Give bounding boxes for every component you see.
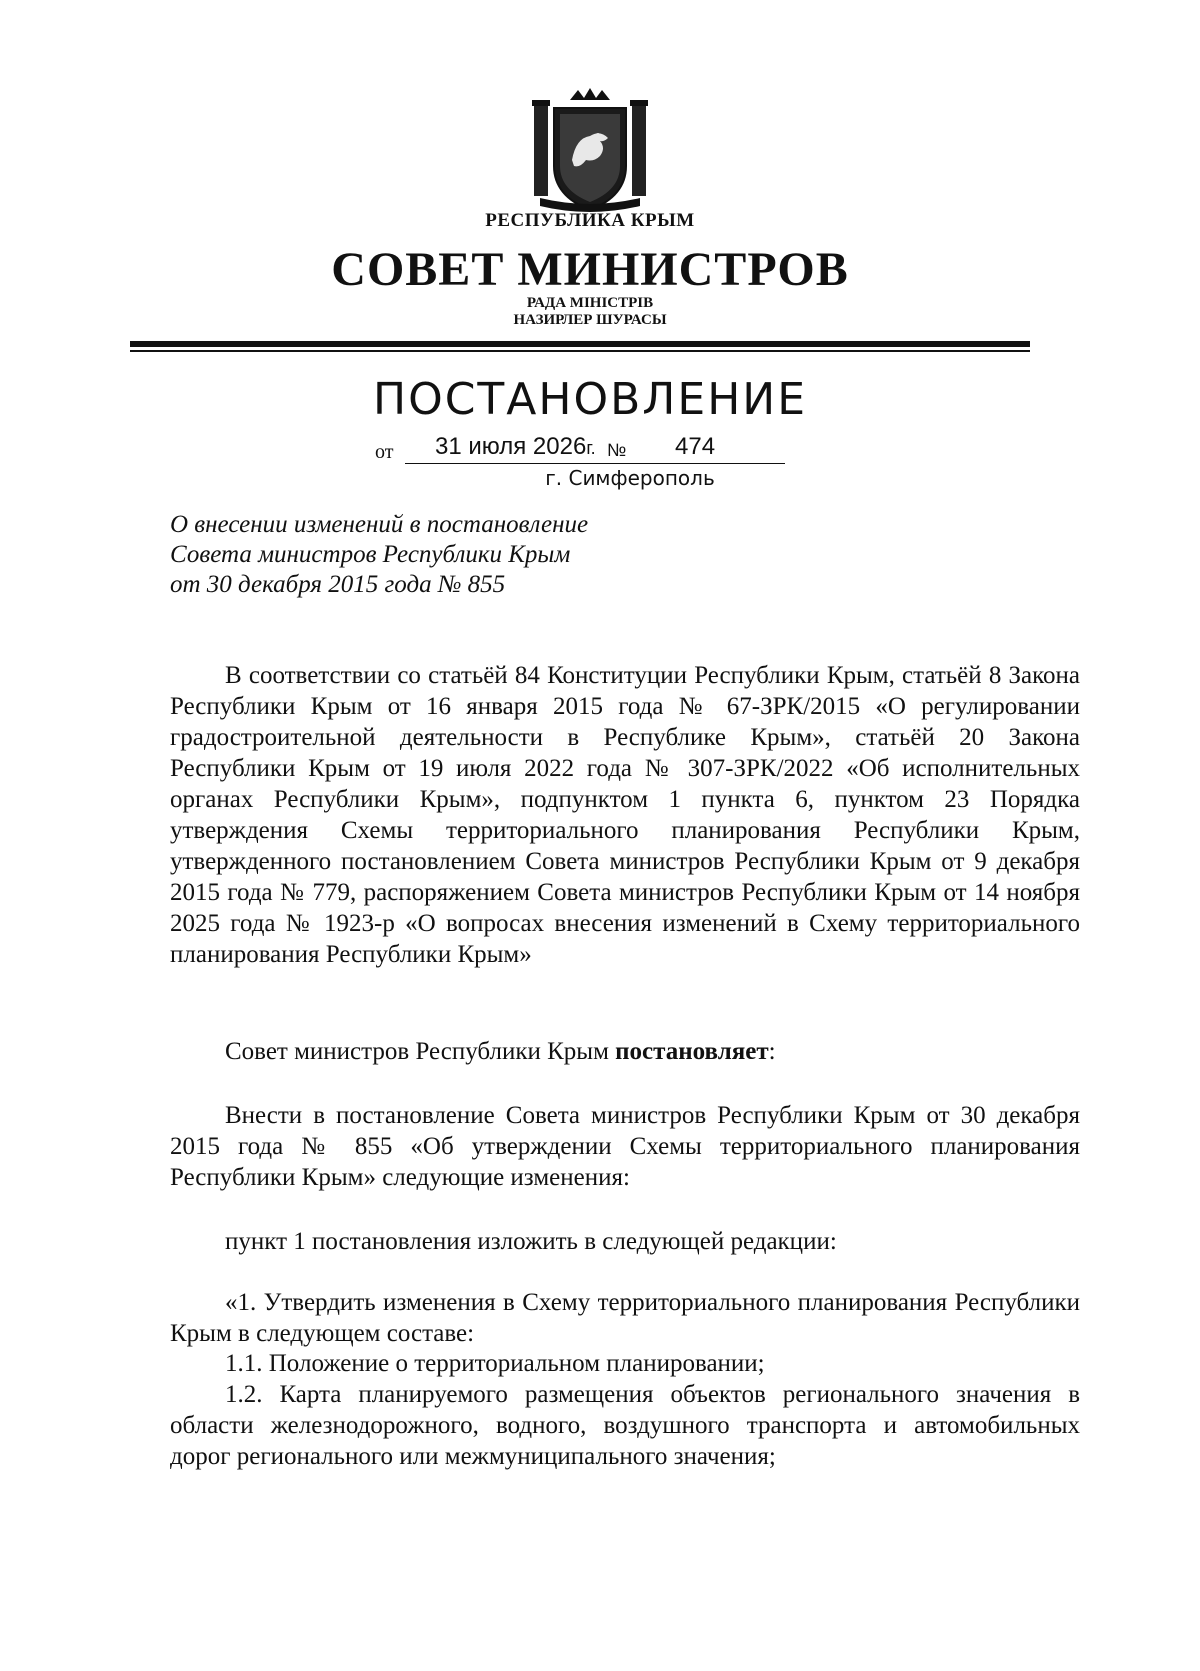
preamble-paragraph: В соответствии со статьёй 84 Конституции Республики Крым, статьёй 8 Закона Республики Крым от 16 января 2015 года № 67-ЗРК/2015 «О регулировании градостроительной деятельности в Республике Крым», статьёй 20 Закона Республики Крым от 19 июля 2022 года № 307-ЗРК/2022 «Об исполнительных органах Республики Крым», подпунктом 1 пункта 6, пунктом 23 Порядка утверждения Схемы территориального планирования Республики Крым, утвержденного постановлением Совета министров Республики Крым от 9 декабря 2015 года № 779, распоряжением Совета министров Республики Крым от 14 ноября 2025 года № 1923-р «О вопросах внесения изменений в Схему территориального планирования Республики Крым»: [170, 662, 1080, 968]
date-underline: [405, 463, 785, 464]
council-title-crimean-tatar: НАЗИРЛЕР ШУРАСЫ: [513, 312, 667, 328]
amendment-paragraph: Внести в постановление Совета министров Республики Крым от 30 декабря 2015 года № 855 «Об утверждении Схемы территориального планирования Республики Крым» следующие изменения:: [170, 1102, 1080, 1191]
header-divider-thin: [130, 350, 1030, 352]
decree-title: ПОСТАНОВЛЕНИЕ: [372, 374, 807, 425]
point-intro-paragraph: пункт 1 постановления изложить в следующей редакции:: [225, 1228, 837, 1255]
point-1-paragraph: «1. Утвердить изменения в Схему территориального планирования Республики Крым в следующем составе:: [170, 1289, 1080, 1347]
decree-date-line: [375, 432, 785, 464]
council-title: СОВЕТ МИНИСТРОВ: [331, 243, 849, 296]
decree-subject: [170, 510, 588, 600]
resolves-paragraph: Совет министров Республики Крым постановляет:: [225, 1038, 776, 1065]
council-title-ukrainian: РАДА МІНІСТРІВ: [526, 295, 654, 311]
subject-line: от 30 декабря 2015 года № 855: [170, 571, 506, 598]
item-1-2: 1.2. Карта планируемого размещения объектов регионального значения в области железнодорожного, водного, воздушного транспорта и автомобильных дорог регионального или межмуниципального значения;: [170, 1381, 1080, 1470]
subject-line: О внесении изменений в постановление: [170, 511, 589, 538]
subject-line: Совета министров Республики Крым: [170, 541, 571, 568]
number-sign: №: [607, 440, 627, 460]
republic-name: РЕСПУБЛИКА КРЫМ: [485, 210, 695, 231]
decree-city: г. Симферополь: [545, 466, 715, 490]
decree-number: 474: [675, 433, 716, 460]
item-1-1: 1.1. Положение о территориальном планировании;: [225, 1350, 765, 1377]
decree-date: 31 июля 2026г.: [435, 433, 596, 460]
header-divider-thick: [130, 341, 1030, 347]
crimea-coat-of-arms-icon: [530, 86, 650, 216]
date-prefix: от: [375, 441, 394, 463]
